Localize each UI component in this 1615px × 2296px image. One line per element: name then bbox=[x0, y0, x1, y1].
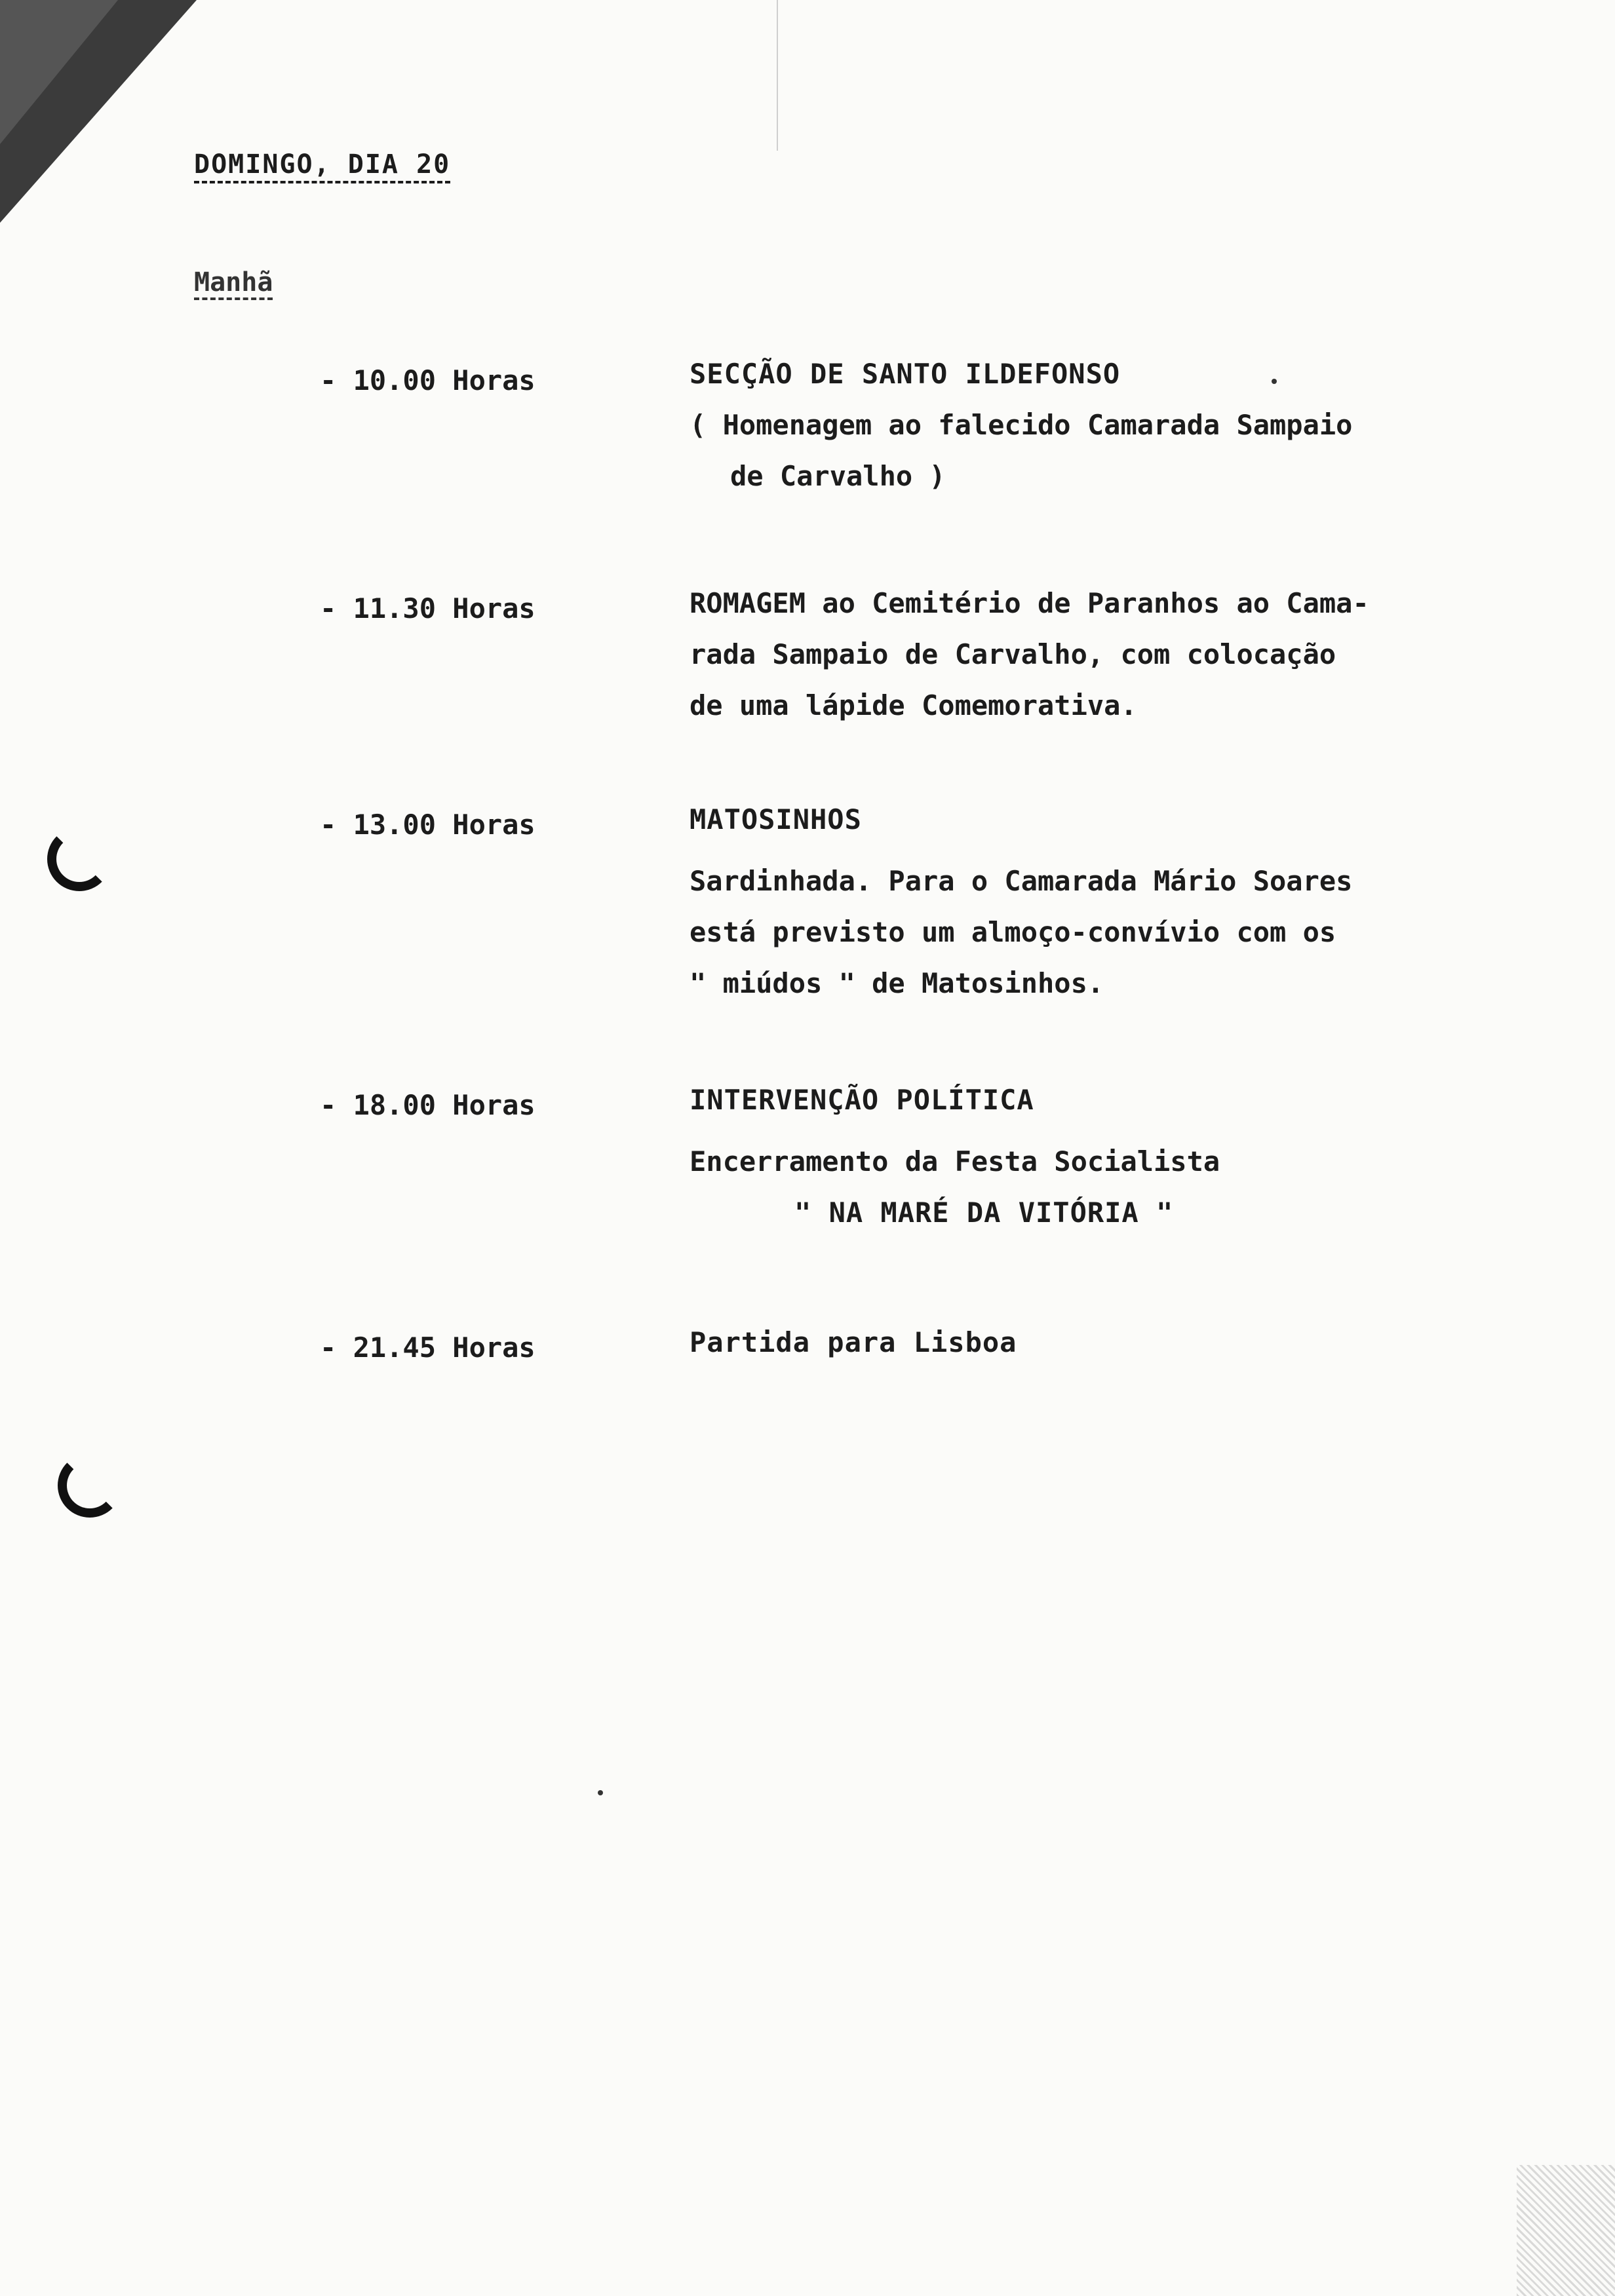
spacer bbox=[690, 1126, 1535, 1136]
event-title: MATOSINHOS bbox=[690, 803, 862, 835]
spacer bbox=[690, 845, 1535, 856]
event-line: " miúdos " de Matosinhos. bbox=[690, 967, 1104, 999]
punch-hole-mark bbox=[47, 827, 111, 891]
morning-label: Manhã bbox=[194, 267, 273, 297]
event-line: ( Homenagem ao falecido Camarada Sampaio bbox=[690, 409, 1353, 441]
event-line: de uma lápide Comemorativa. bbox=[690, 689, 1137, 721]
day-heading: DOMINGO, DIA 20 bbox=[194, 149, 451, 180]
event-title: INTERVENÇÃO POLÍTICA bbox=[690, 1084, 1034, 1116]
schedule-event bbox=[690, 1075, 1535, 1238]
schedule-event bbox=[690, 794, 1535, 1009]
folded-corner-shadow bbox=[0, 0, 118, 144]
ink-speck bbox=[598, 1790, 603, 1795]
schedule-time: - 13.00 Horas bbox=[320, 809, 535, 841]
event-title: Partida para Lisboa bbox=[690, 1326, 1017, 1358]
event-line: rada Sampaio de Carvalho, com colocação bbox=[690, 638, 1336, 670]
schedule-event bbox=[690, 1317, 1535, 1368]
schedule-time: - 21.45 Horas bbox=[320, 1331, 535, 1364]
schedule-event bbox=[690, 578, 1535, 731]
event-quote: " NA MARÉ DA VITÓRIA " bbox=[794, 1196, 1174, 1229]
event-title: SECÇÃO DE SANTO ILDEFONSO bbox=[690, 358, 1121, 390]
schedule-event bbox=[690, 349, 1535, 502]
paper-crease bbox=[777, 0, 778, 151]
event-line: está previsto um almoço-convívio com os bbox=[690, 916, 1336, 948]
schedule-time: - 10.00 Horas bbox=[320, 364, 535, 396]
event-line: Encerramento da Festa Socialista bbox=[690, 1145, 1220, 1177]
schedule-time: - 11.30 Horas bbox=[320, 592, 535, 624]
event-line: de Carvalho ) bbox=[730, 460, 946, 492]
event-line: Sardinhada. Para o Camarada Mário Soares bbox=[690, 865, 1353, 897]
event-title: ROMAGEM ao Cemitério de Paranhos ao Cama- bbox=[690, 587, 1369, 619]
scan-noise bbox=[1517, 2165, 1615, 2296]
schedule-time: - 18.00 Horas bbox=[320, 1089, 535, 1121]
punch-hole-mark bbox=[58, 1453, 122, 1518]
